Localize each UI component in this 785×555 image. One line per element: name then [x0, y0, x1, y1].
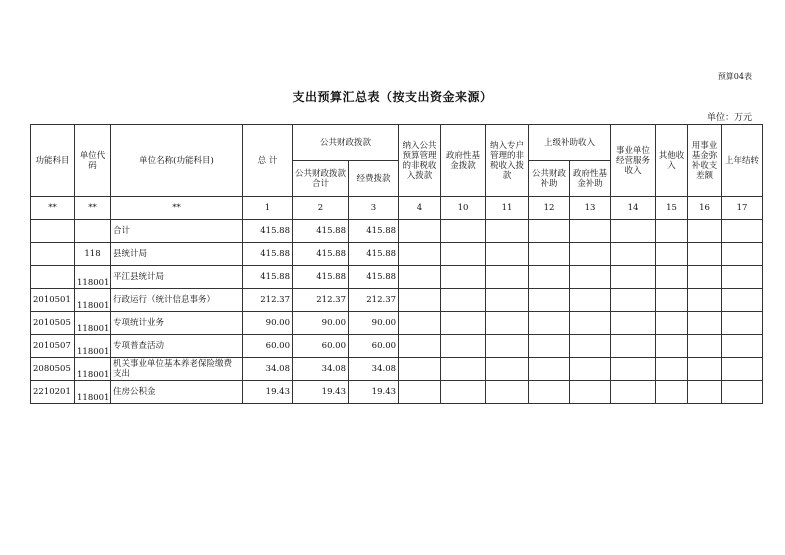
pf-total-cell: 34.08	[293, 358, 349, 381]
unit-name-cell: 专项统计业务	[111, 312, 243, 335]
header-func-code: 功能科目	[31, 125, 75, 197]
empty-cell	[570, 312, 611, 335]
total-cell: 19.43	[243, 381, 293, 404]
seq-cell: 10	[441, 197, 486, 220]
empty-cell	[611, 243, 656, 266]
header-fund-balance: 用事业基金弥补收支差额	[688, 125, 722, 197]
header-carry-over: 上年结转	[722, 125, 763, 197]
empty-cell	[529, 289, 570, 312]
header-sup-gov-fund: 政府性基金补助	[570, 161, 611, 197]
funding-cell: 34.08	[349, 358, 399, 381]
table-row	[31, 312, 763, 335]
empty-cell	[656, 335, 688, 358]
empty-cell	[441, 358, 486, 381]
funding-cell: 19.43	[349, 381, 399, 404]
empty-cell	[529, 312, 570, 335]
empty-cell	[656, 266, 688, 289]
func-code-cell: 2010505	[31, 312, 75, 335]
header-other-income: 其他收入	[656, 125, 688, 197]
empty-cell	[399, 243, 441, 266]
unit-code-cell: 118001	[75, 358, 111, 381]
empty-cell	[570, 289, 611, 312]
func-code-cell: 2010507	[31, 335, 75, 358]
empty-cell	[486, 243, 529, 266]
empty-cell	[722, 312, 763, 335]
empty-cell	[570, 381, 611, 404]
empty-cell	[441, 289, 486, 312]
empty-cell	[570, 335, 611, 358]
header-row-top	[31, 125, 763, 161]
empty-cell	[688, 243, 722, 266]
empty-cell	[486, 358, 529, 381]
funding-cell: 415.88	[349, 266, 399, 289]
budget-table	[30, 124, 763, 404]
table-row	[31, 266, 763, 289]
empty-cell	[688, 289, 722, 312]
empty-cell	[722, 243, 763, 266]
unit-code-cell: 118001	[75, 335, 111, 358]
header-business-income: 事业单位经营服务收入	[611, 125, 656, 197]
empty-cell	[656, 358, 688, 381]
empty-cell	[529, 335, 570, 358]
total-cell: 415.88	[243, 243, 293, 266]
pf-total-cell: 60.00	[293, 335, 349, 358]
header-unit-code: 单位代码	[75, 125, 111, 197]
header-sup-public: 公共财政补助	[529, 161, 570, 197]
table-row	[31, 243, 763, 266]
empty-cell	[611, 220, 656, 243]
empty-cell	[656, 243, 688, 266]
empty-cell	[722, 289, 763, 312]
seq-cell: 1	[243, 197, 293, 220]
empty-cell	[529, 266, 570, 289]
table-row	[31, 289, 763, 312]
funding-cell: 60.00	[349, 335, 399, 358]
empty-cell	[399, 335, 441, 358]
unit-name-cell: 县统计局	[111, 243, 243, 266]
seq-cell: 14	[611, 197, 656, 220]
empty-cell	[688, 266, 722, 289]
unit-name-cell: 住房公积金	[111, 381, 243, 404]
unit-code-cell	[75, 220, 111, 243]
empty-cell	[656, 220, 688, 243]
table-row	[31, 381, 763, 404]
empty-cell	[486, 312, 529, 335]
empty-cell	[570, 220, 611, 243]
empty-cell	[486, 220, 529, 243]
empty-cell	[399, 312, 441, 335]
empty-cell	[486, 381, 529, 404]
table-row	[31, 358, 763, 381]
unit-code-cell: 118001	[75, 381, 111, 404]
unit-code-cell: 118001	[75, 266, 111, 289]
empty-cell	[441, 335, 486, 358]
empty-cell	[399, 381, 441, 404]
pf-total-cell: 19.43	[293, 381, 349, 404]
empty-cell	[688, 358, 722, 381]
seq-cell: 2	[293, 197, 349, 220]
empty-cell	[656, 312, 688, 335]
unit-code-cell: 118001	[75, 289, 111, 312]
empty-cell	[529, 243, 570, 266]
seq-cell: 12	[529, 197, 570, 220]
empty-cell	[486, 266, 529, 289]
table-row	[31, 220, 763, 243]
form-number: 预算04表	[717, 72, 752, 81]
empty-cell	[722, 266, 763, 289]
unit-code-cell: 118	[75, 243, 111, 266]
seq-cell: 13	[570, 197, 611, 220]
func-code-cell: 2080505	[31, 358, 75, 381]
empty-cell	[611, 358, 656, 381]
total-cell: 60.00	[243, 335, 293, 358]
empty-cell	[611, 266, 656, 289]
empty-cell	[399, 220, 441, 243]
total-cell: 90.00	[243, 312, 293, 335]
empty-cell	[656, 381, 688, 404]
funding-cell: 212.37	[349, 289, 399, 312]
func-code-cell: 2010501	[31, 289, 75, 312]
funding-cell: 415.88	[349, 243, 399, 266]
pf-total-cell: 415.88	[293, 266, 349, 289]
empty-cell	[529, 381, 570, 404]
unit-code-cell: 118001	[75, 312, 111, 335]
header-pf-funding: 经费拨款	[349, 161, 399, 197]
header-pf-budget-mgmt: 纳入公共预算管理的非税收入拨款	[399, 125, 441, 197]
empty-cell	[441, 243, 486, 266]
empty-cell	[486, 335, 529, 358]
empty-cell	[529, 220, 570, 243]
funding-cell: 90.00	[349, 312, 399, 335]
unit-name-cell: 专项普查活动	[111, 335, 243, 358]
seq-cell: **	[111, 197, 243, 220]
empty-cell	[441, 266, 486, 289]
seq-cell: 16	[688, 197, 722, 220]
pf-total-cell: 415.88	[293, 243, 349, 266]
empty-cell	[399, 266, 441, 289]
empty-cell	[611, 335, 656, 358]
func-code-cell	[31, 266, 75, 289]
total-cell: 415.88	[243, 220, 293, 243]
empty-cell	[688, 220, 722, 243]
header-pf-total: 公共财政拨款合计	[293, 161, 349, 197]
empty-cell	[570, 266, 611, 289]
seq-cell: 3	[349, 197, 399, 220]
empty-cell	[399, 358, 441, 381]
sequence-row	[31, 197, 763, 220]
header-total: 总 计	[243, 125, 293, 197]
empty-cell	[570, 358, 611, 381]
empty-cell	[722, 220, 763, 243]
unit-name-cell: 平江县统计局	[111, 266, 243, 289]
header-gov-fund: 政府性基金拨款	[441, 125, 486, 197]
total-cell: 415.88	[243, 266, 293, 289]
empty-cell	[529, 358, 570, 381]
empty-cell	[722, 381, 763, 404]
seq-cell: **	[75, 197, 111, 220]
pf-total-cell: 415.88	[293, 220, 349, 243]
total-cell: 212.37	[243, 289, 293, 312]
func-code-cell	[31, 220, 75, 243]
header-unit-name: 单位名称(功能科目)	[111, 125, 243, 197]
empty-cell	[611, 381, 656, 404]
unit-name-cell: 行政运行（统计信息事务）	[111, 289, 243, 312]
empty-cell	[688, 312, 722, 335]
header-superior-subsidy: 上级补助收入	[529, 125, 611, 161]
seq-cell: 4	[399, 197, 441, 220]
total-cell: 34.08	[243, 358, 293, 381]
seq-cell: 17	[722, 197, 763, 220]
seq-cell: **	[31, 197, 75, 220]
pf-total-cell: 212.37	[293, 289, 349, 312]
seq-cell: 15	[656, 197, 688, 220]
empty-cell	[441, 312, 486, 335]
funding-cell: 415.88	[349, 220, 399, 243]
func-code-cell: 2210201	[31, 381, 75, 404]
table-row	[31, 335, 763, 358]
func-code-cell	[31, 243, 75, 266]
empty-cell	[688, 335, 722, 358]
empty-cell	[399, 289, 441, 312]
empty-cell	[441, 381, 486, 404]
seq-cell: 11	[486, 197, 529, 220]
empty-cell	[722, 358, 763, 381]
empty-cell	[611, 289, 656, 312]
empty-cell	[722, 335, 763, 358]
page-title: 支出预算汇总表（按支出资金来源）	[292, 90, 493, 104]
empty-cell	[611, 312, 656, 335]
empty-cell	[688, 381, 722, 404]
empty-cell	[441, 220, 486, 243]
unit-name-cell: 机关事业单位基本养老保险缴费支出	[111, 358, 243, 381]
unit-label: 单位：万元	[706, 113, 752, 123]
empty-cell	[656, 289, 688, 312]
pf-total-cell: 90.00	[293, 312, 349, 335]
header-special-account: 纳入专户管理的非税收入拨款	[486, 125, 529, 197]
empty-cell	[486, 289, 529, 312]
header-public-finance: 公共财政拨款	[293, 125, 399, 161]
empty-cell	[570, 243, 611, 266]
unit-name-cell: 合计	[111, 220, 243, 243]
